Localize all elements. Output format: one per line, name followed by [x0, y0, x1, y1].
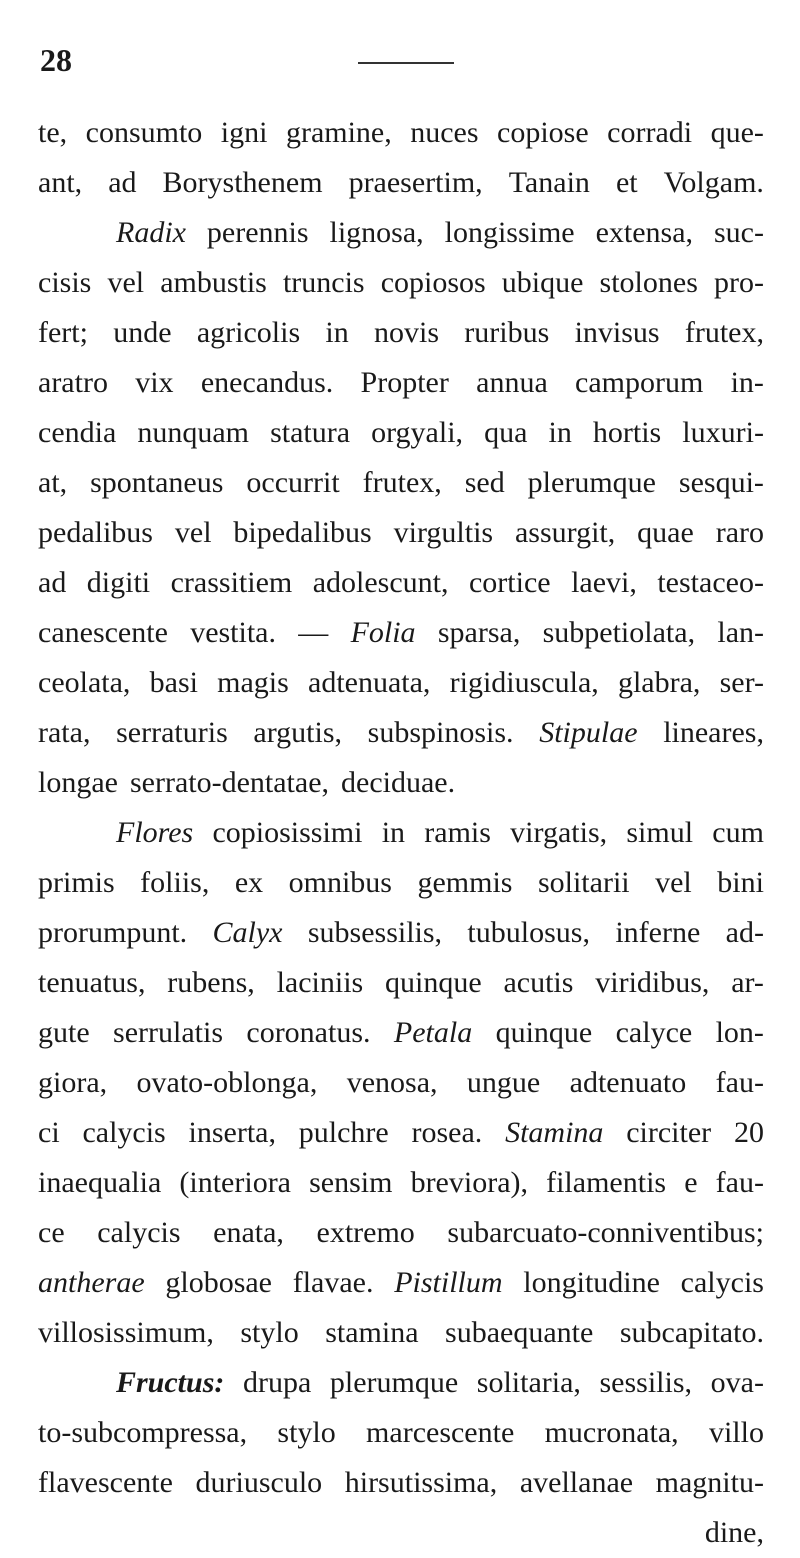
word: frutex, [684, 316, 764, 349]
word: vestita. [190, 616, 276, 649]
word: laciniis [276, 966, 364, 999]
word: rosea. [411, 1116, 483, 1149]
emphasized-word: Calyx [212, 916, 283, 949]
word: serraturis [116, 716, 228, 749]
emphasized-word: Folia [350, 616, 416, 649]
word: glabra, [617, 666, 701, 699]
text-line [38, 858, 764, 908]
word: hirsutissima, [344, 1466, 498, 1499]
word: serrato-dentatae, [129, 766, 330, 799]
word: in [548, 416, 572, 449]
word: fau- [715, 1066, 764, 1099]
word: basi [149, 666, 198, 699]
word: cortice [468, 566, 551, 599]
emphasized-word: Stipulae [539, 716, 638, 749]
word: rata, [38, 716, 91, 749]
word: annua [476, 366, 548, 399]
word: rubens, [167, 966, 255, 999]
word: in [325, 316, 349, 349]
word: villo [708, 1416, 764, 1449]
word: stolones [599, 266, 698, 299]
word: serrulatis [113, 1016, 223, 1049]
word: copiose [497, 116, 589, 149]
word: fert; [38, 316, 88, 349]
word: ova- [710, 1366, 764, 1399]
word: calycis [82, 1116, 166, 1149]
word: occurrit [246, 466, 340, 499]
text-block [38, 108, 764, 1558]
word: testaceo- [657, 566, 764, 599]
word: pedalibus [38, 516, 153, 549]
text-line [38, 1108, 764, 1158]
word: to-subcompressa, [38, 1416, 248, 1449]
word: virgatis, [510, 816, 608, 849]
word: ramis [424, 816, 491, 849]
word: longae [38, 766, 118, 799]
word: magis [217, 666, 289, 699]
text-line [38, 1008, 764, 1058]
word: vix [135, 366, 174, 399]
word: adtenuata, [308, 666, 431, 699]
text-line [38, 1158, 764, 1208]
word: quinque [495, 1016, 593, 1049]
text-line [38, 608, 764, 658]
word: truncis [282, 266, 365, 299]
word: globosae [165, 1266, 272, 1299]
word: enecandus. [200, 366, 334, 399]
word: sparsa, [437, 616, 521, 649]
word: igni [220, 116, 268, 149]
word: qua [484, 416, 528, 449]
word: ant, [38, 166, 83, 199]
word: Propter [360, 366, 449, 399]
text-line [38, 558, 764, 608]
word: ex [234, 866, 264, 899]
word: mucronata, [544, 1416, 679, 1449]
word: orgyali, [371, 416, 464, 449]
word: pro- [713, 266, 764, 299]
word: coronatus. [246, 1016, 371, 1049]
text-line [38, 908, 764, 958]
word: foliis, [140, 866, 210, 899]
word: assurgit, [514, 516, 616, 549]
text-line [38, 158, 764, 208]
word: perennis [206, 216, 309, 249]
word: prorumpunt. [38, 916, 188, 949]
word: solitarii [537, 866, 630, 899]
word: pulchre [298, 1116, 389, 1149]
word: inferne [615, 916, 701, 949]
word: sesqui- [678, 466, 764, 499]
word: lan- [717, 616, 764, 649]
word: praesertim, [348, 166, 483, 199]
word: frutex, [362, 466, 442, 499]
word: villosissimum, [38, 1316, 214, 1349]
word: consumto [85, 116, 203, 149]
emphasized-word: Flores [116, 816, 194, 849]
word: acutis [503, 966, 574, 999]
text-line [38, 108, 764, 158]
word: subsessilis, [307, 916, 443, 949]
word: extremo [316, 1216, 415, 1249]
word: unde [113, 316, 172, 349]
word: cendia [38, 416, 117, 449]
text-line [38, 808, 764, 858]
word: stylo [240, 1316, 299, 1349]
word: ovato-oblonga, [136, 1066, 318, 1099]
word: enata, [213, 1216, 284, 1249]
word: rigidiuscula, [449, 666, 599, 699]
word: extensa, [595, 216, 694, 249]
word: ambustis [160, 266, 267, 299]
word: vel [174, 516, 212, 549]
word: stylo [277, 1416, 336, 1449]
word: aratro [38, 366, 108, 399]
word: dine, [704, 1516, 764, 1549]
word: omnibus [288, 866, 392, 899]
word: 20 [733, 1116, 764, 1149]
word: ruribus [464, 316, 550, 349]
word: fau- [715, 1166, 764, 1199]
word: ceolata, [38, 666, 131, 699]
text-line [38, 408, 764, 458]
emphasized-word: Fructus: [116, 1366, 225, 1399]
word: tubulosus, [467, 916, 590, 949]
word: drupa [242, 1366, 312, 1399]
word: lon- [715, 1016, 764, 1049]
word: gramine, [285, 116, 392, 149]
word: te, [38, 116, 68, 149]
word: quinque [385, 966, 482, 999]
emphasized-word: Stamina [505, 1116, 604, 1149]
text-line [38, 1208, 764, 1258]
text-line [38, 1308, 764, 1358]
word: breviora), [410, 1166, 528, 1199]
word: flavescente [38, 1466, 173, 1499]
word: laevi, [571, 566, 637, 599]
word: nunquam [137, 416, 249, 449]
text-line [38, 1358, 764, 1408]
emphasized-word: Pistillum [394, 1266, 503, 1299]
word: calyce [615, 1016, 693, 1049]
word: digiti [86, 566, 151, 599]
text-line [38, 508, 764, 558]
word: lineares, [663, 716, 764, 749]
word: calycis [97, 1216, 181, 1249]
word: solitaria, [476, 1366, 581, 1399]
text-line [38, 1258, 764, 1308]
emphasized-word: Petala [393, 1016, 473, 1049]
word: gute [38, 1016, 90, 1049]
word: circiter [626, 1116, 712, 1149]
word: sensim [309, 1166, 393, 1199]
word: deciduae. [341, 766, 456, 799]
word: gemmis [417, 866, 513, 899]
word: subspinosis. [367, 716, 514, 749]
word: bipedalibus [233, 516, 372, 549]
text-line [38, 958, 764, 1008]
word: stamina [325, 1316, 419, 1349]
word: at, [38, 466, 68, 499]
word: calycis [680, 1266, 764, 1299]
emphasized-word: antherae [38, 1266, 145, 1299]
word: ci [38, 1116, 60, 1149]
word: ubique [501, 266, 584, 299]
word: vel [655, 866, 692, 899]
word: nuces [410, 116, 479, 149]
word: subaequante [445, 1316, 594, 1349]
word: suc- [713, 216, 764, 249]
word: plerumque [329, 1366, 459, 1399]
word: duriusculo [195, 1466, 323, 1499]
word: subcapitato. [619, 1316, 764, 1349]
word: spontaneus [90, 466, 224, 499]
emphasized-word: Radix [116, 216, 186, 249]
word: canescente [38, 616, 168, 649]
text-line [38, 458, 764, 508]
text-line [38, 1458, 764, 1508]
header-rule [358, 62, 454, 64]
word: (interiora [179, 1166, 291, 1199]
word: Borysthenem [162, 166, 323, 199]
word: e [684, 1166, 698, 1199]
word: longitudine [523, 1266, 660, 1299]
word: ser- [719, 666, 764, 699]
word: lignosa, [329, 216, 424, 249]
text-line [38, 1508, 764, 1558]
word: Volgam. [663, 166, 764, 199]
word: — [298, 616, 329, 649]
word: que- [710, 116, 764, 149]
word: raro [715, 516, 764, 549]
word: invisus [574, 316, 660, 349]
word: ad [108, 166, 137, 199]
word: cum [712, 816, 764, 849]
word: venosa, [346, 1066, 438, 1099]
word: cisis [38, 266, 92, 299]
text-line [38, 1058, 764, 1108]
word: agricolis [196, 316, 301, 349]
word: simul [626, 816, 694, 849]
word: adolescunt, [312, 566, 449, 599]
word: longissime [444, 216, 575, 249]
word: viridibus, [595, 966, 710, 999]
page-number: 28 [40, 42, 72, 78]
word: primis [38, 866, 115, 899]
word: corradi [607, 116, 693, 149]
word: ad [38, 566, 67, 599]
word: ungue [466, 1066, 541, 1099]
word: in- [730, 366, 764, 399]
text-line [38, 358, 764, 408]
word: argutis, [253, 716, 343, 749]
text-line [38, 658, 764, 708]
word: copiosos [380, 266, 486, 299]
word: camporum [575, 366, 704, 399]
word: flavae. [292, 1266, 374, 1299]
word: luxuri- [682, 416, 764, 449]
text-line [38, 258, 764, 308]
word: subarcuato-conniventibus; [447, 1216, 764, 1249]
word: tenuatus, [38, 966, 146, 999]
word: crassitiem [170, 566, 293, 599]
word: novis [374, 316, 440, 349]
word: adtenuato [569, 1066, 687, 1099]
word: in [381, 816, 406, 849]
word: vel [107, 266, 145, 299]
word: copiosissimi [212, 816, 363, 849]
word: ad- [725, 916, 764, 949]
word: et [615, 166, 638, 199]
word: hortis [592, 416, 662, 449]
text-line [38, 208, 764, 258]
word: inserta, [188, 1116, 276, 1149]
word: avellanae [519, 1466, 634, 1499]
word: statura [270, 416, 351, 449]
word: ce [38, 1216, 65, 1249]
word: quae [637, 516, 694, 549]
word: marcescente [366, 1416, 515, 1449]
word: bini [717, 866, 764, 899]
word: sed [464, 466, 505, 499]
text-line [38, 1408, 764, 1458]
word: plerumque [527, 466, 656, 499]
word: magnitu- [655, 1466, 764, 1499]
word: giora, [38, 1066, 108, 1099]
word: ar- [731, 966, 764, 999]
word: inaequalia [38, 1166, 162, 1199]
word: virgultis [393, 516, 494, 549]
text-line [38, 758, 764, 808]
word: sessilis, [599, 1366, 693, 1399]
word: filamentis [546, 1166, 667, 1199]
text-line [38, 708, 764, 758]
word: Tanain [508, 166, 590, 199]
text-line [38, 308, 764, 358]
word: subpetiolata, [542, 616, 696, 649]
